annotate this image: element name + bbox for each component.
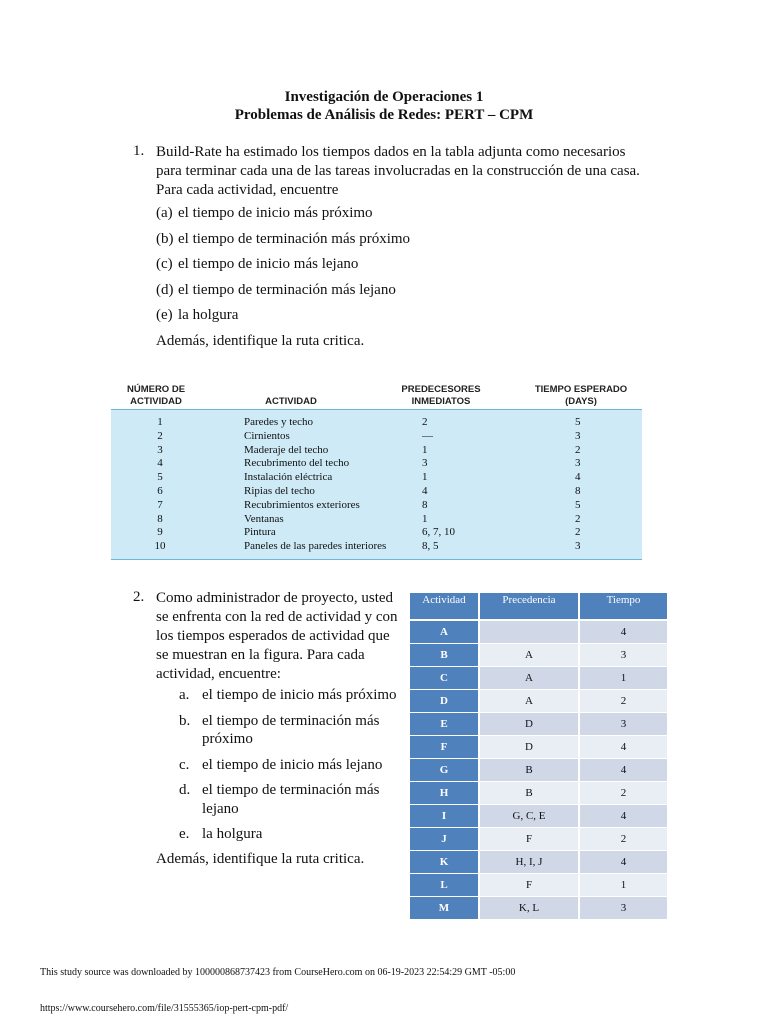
problem1-item-label: (d) [156, 281, 174, 298]
cell-actividad: I [410, 805, 478, 827]
table-row [111, 525, 642, 539]
table-row [111, 443, 642, 457]
problem2-item-text: el tiempo de inicio más próximo [202, 687, 397, 703]
problem1-number: 1. [133, 143, 145, 159]
cell-number: 9 [157, 526, 163, 539]
problem1-intro [156, 143, 666, 200]
problem1-item-label: (a) [156, 205, 173, 221]
problem1-intro-line: Para cada actividad, encuentre [156, 182, 339, 198]
cell-tiempo: 4 [580, 759, 667, 781]
cell-precedencia: D [480, 736, 578, 758]
cell-predecessors: 1 [422, 512, 428, 525]
cell-precedencia: B [480, 759, 578, 781]
cell-tiempo: 2 [580, 828, 667, 850]
cell-tiempo: 2 [580, 782, 667, 804]
problem2-item-text: próximo [202, 731, 253, 747]
header-line: TIEMPO ESPERADO [534, 384, 628, 395]
cell-activity: Ripias del techo [244, 485, 315, 497]
cell-tiempo: 1 [580, 874, 667, 896]
problem2-closing: Además, identifique la ruta critica. [156, 851, 365, 867]
cell-number: 10 [154, 540, 166, 553]
problem2-intro-line: Como administrador de proyecto, usted [156, 590, 394, 606]
cell-predecessors: 2 [422, 416, 428, 428]
header-tiempo: Tiempo [580, 593, 667, 619]
cell-predecessors: 4 [422, 485, 428, 497]
problem2-intro [156, 589, 406, 684]
problem1-item-label: (b) [156, 230, 174, 247]
cell-actividad: F [410, 736, 478, 758]
table-row [410, 805, 667, 827]
cell-actividad: H [410, 782, 478, 804]
cell-number: 4 [157, 457, 163, 470]
table-row [410, 667, 667, 689]
table-row [410, 736, 667, 758]
problem2-intro-line: se muestran en la figura. Para cada [156, 647, 365, 663]
header-activity: ACTIVIDAD [265, 396, 317, 407]
cell-tiempo: 3 [580, 897, 667, 919]
activity-table-body [111, 409, 642, 560]
cell-tiempo: 4 [580, 851, 667, 873]
cell-precedencia: D [480, 713, 578, 735]
cell-activity: Paneles de las paredes interiores [244, 540, 387, 553]
cell-time: 2 [575, 526, 581, 539]
cell-predecessors: — [422, 429, 433, 442]
cell-actividad: J [410, 828, 478, 850]
header-actividad: Actividad [410, 593, 478, 619]
cell-time: 8 [575, 485, 581, 497]
cell-activity: Recubrimientos exteriores [244, 498, 360, 511]
problem1-item-label: (c) [156, 256, 173, 272]
table-row [410, 828, 667, 850]
table-row [410, 621, 667, 643]
table-row [410, 782, 667, 804]
cell-number: 3 [157, 443, 163, 456]
cell-activity: Cirnientos [244, 429, 290, 442]
cell-activity: Maderaje del techo [244, 443, 329, 456]
cell-actividad: C [410, 667, 478, 689]
header-line: ACTIVIDAD [130, 396, 182, 407]
document-title: Investigación de Operaciones 1 [284, 89, 484, 105]
table-row [410, 759, 667, 781]
header-line: (DAYS) [565, 396, 597, 407]
cell-number: 1 [157, 416, 163, 428]
cell-actividad: A [410, 621, 478, 643]
cell-precedencia: F [480, 828, 578, 850]
problem2-item-text: la holgura [202, 826, 263, 842]
problem1-item-text: la holgura [178, 307, 239, 323]
problem2-intro-line: actividad, encuentre: [156, 666, 281, 682]
problem2-item-label: a. [179, 687, 190, 703]
table-row [410, 690, 667, 712]
cell-time: 5 [575, 416, 581, 428]
cell-activity: Recubrimento del techo [244, 457, 350, 470]
download-notice: This study source was downloaded by 100000868737423 from CourseHero.com on 06-19-2023 22:54:29 GMT -05:00 [40, 967, 516, 978]
document-subtitle: Problemas de Análisis de Redes: PERT – CPM [234, 107, 534, 123]
cell-predecessors: 3 [422, 457, 428, 470]
cell-activity: Pintura [244, 526, 276, 539]
table-row [111, 429, 642, 443]
table-row [111, 484, 642, 498]
problem1-intro-line: Build-Rate ha estimado los tiempos dados en la tabla adjunta como necesarios [156, 144, 626, 160]
cell-actividad: G [410, 759, 478, 781]
problem1-item-label: (e) [156, 307, 173, 323]
cell-activity: Ventanas [244, 512, 284, 525]
cell-activity: Instalación eléctrica [244, 471, 333, 484]
problem1-item-text: el tiempo de inicio más próximo [178, 205, 373, 221]
problem1-intro-line: para terminar cada una de las tareas involucradas en la construcción de una casa. [156, 163, 640, 179]
header-line: INMEDIATOS [411, 396, 471, 407]
cell-precedencia: F [480, 874, 578, 896]
cell-precedencia: H, I, J [480, 851, 578, 873]
table-row [111, 470, 642, 484]
cell-actividad: D [410, 690, 478, 712]
table-row [410, 851, 667, 873]
cell-number: 2 [157, 429, 163, 442]
cell-predecessors: 1 [422, 471, 428, 484]
cell-tiempo: 3 [580, 644, 667, 666]
cell-time: 5 [575, 498, 581, 511]
table-row [111, 512, 642, 526]
cell-actividad: M [410, 897, 478, 919]
problem2-intro-line: los tiempos esperados de actividad que [156, 628, 390, 644]
cell-time: 3 [575, 540, 581, 553]
cell-precedencia: B [480, 782, 578, 804]
cell-tiempo: 1 [580, 667, 667, 689]
problem2-item-label: b. [179, 712, 191, 729]
cell-precedencia: A [480, 690, 578, 712]
cell-number: 6 [157, 485, 163, 497]
table-row [410, 897, 667, 919]
header-predecessors [386, 384, 496, 408]
cell-number: 8 [157, 512, 163, 525]
problem2-item-text: lejano [202, 800, 239, 817]
cell-activity: Paredes y techo [244, 416, 314, 428]
cell-number: 7 [157, 498, 163, 511]
cell-predecessors: 8, 5 [422, 540, 439, 553]
problem2-intro-line: se enfrenta con la red de actividad y con [156, 609, 398, 625]
cell-actividad: B [410, 644, 478, 666]
header-precedencia: Precedencia [480, 593, 578, 619]
cell-precedencia: A [480, 644, 578, 666]
cell-number: 5 [157, 471, 163, 484]
cell-predecessors: 1 [422, 443, 428, 456]
precedence-table-header [410, 593, 667, 615]
cell-precedencia: K, L [480, 897, 578, 919]
cell-actividad: K [410, 851, 478, 873]
problem2-item-text: el tiempo de terminación más [202, 782, 380, 798]
problem2-item-text: el tiempo de terminación más [202, 712, 380, 729]
cell-tiempo: 3 [580, 713, 667, 735]
header-line: NÚMERO DE [126, 384, 186, 395]
problem2-item-label: d. [179, 782, 191, 798]
cell-actividad: E [410, 713, 478, 735]
problem1-closing: Además, identifique la ruta critica. [156, 333, 365, 349]
cell-precedencia: A [480, 667, 578, 689]
header-line: PREDECESORES [401, 384, 481, 395]
cell-time: 2 [575, 512, 581, 525]
table-row [111, 456, 642, 470]
cell-time: 2 [575, 443, 581, 456]
cell-precedencia [480, 621, 578, 643]
table-row [410, 644, 667, 666]
cell-tiempo: 4 [580, 736, 667, 758]
activity-table-header [111, 382, 642, 408]
header-activity-number [111, 384, 201, 408]
cell-precedencia: G, C, E [480, 805, 578, 827]
problem1-item-text: el tiempo de terminación más lejano [178, 281, 396, 298]
cell-tiempo: 4 [580, 805, 667, 827]
cell-actividad: L [410, 874, 478, 896]
cell-time: 4 [575, 471, 581, 484]
problem2-item-label: e. [179, 826, 190, 842]
cell-predecessors: 6, 7, 10 [422, 526, 455, 539]
problem2-item-label: c. [179, 756, 190, 773]
cell-predecessors: 8 [422, 498, 428, 511]
table-row [111, 415, 642, 429]
table-row [111, 498, 642, 512]
header-expected-time [526, 384, 636, 408]
source-url[interactable]: https://www.coursehero.com/file/31555365/iop-pert-cpm-pdf/ [40, 1003, 289, 1014]
table-row [410, 713, 667, 735]
cell-tiempo: 4 [580, 621, 667, 643]
problem1-item-text: el tiempo de terminación más próximo [178, 230, 411, 247]
cell-time: 3 [575, 429, 581, 442]
problem2-number: 2. [133, 589, 145, 605]
problem1-item-text: el tiempo de inicio más lejano [178, 256, 359, 272]
problem2-item-text: el tiempo de inicio más lejano [202, 756, 383, 773]
cell-tiempo: 2 [580, 690, 667, 712]
table-row [410, 874, 667, 896]
cell-time: 3 [575, 457, 581, 470]
table-row [111, 539, 642, 553]
